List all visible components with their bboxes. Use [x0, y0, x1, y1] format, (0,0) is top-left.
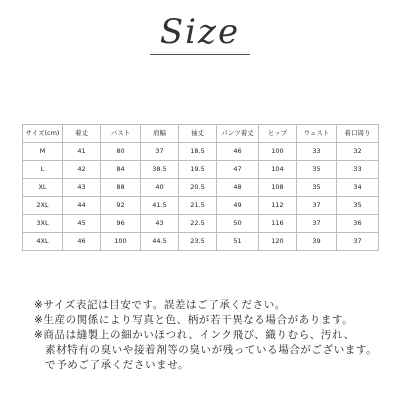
table-row — [23, 161, 379, 179]
table-cell: 49 — [217, 197, 259, 215]
table-cell: 21.5 — [179, 197, 217, 215]
note-line: ※サイズ表記は目安です。誤差はご了承ください。 — [34, 299, 286, 311]
table-cell: XL — [23, 179, 63, 197]
header-cell-shoulder: 肩幅 — [141, 125, 179, 143]
table-cell: 100 — [259, 143, 297, 161]
table-row — [23, 197, 379, 215]
table-cell: 41.5 — [141, 197, 179, 215]
table-cell: 100 — [101, 233, 141, 251]
table-row — [23, 215, 379, 233]
table-cell: 42 — [63, 161, 101, 179]
header-cell-sleeve: 袖丈 — [179, 125, 217, 143]
header-cell-length: 着丈 — [63, 125, 101, 143]
table-cell: 43 — [141, 215, 179, 233]
table-cell: 108 — [259, 179, 297, 197]
table-cell: 35 — [297, 179, 337, 197]
page-title: Size — [159, 12, 241, 52]
table-cell: 39 — [297, 233, 337, 251]
table-cell: 84 — [101, 161, 141, 179]
header-cell-bust: バスト — [101, 125, 141, 143]
table-cell: 18.5 — [179, 143, 217, 161]
table-cell: 37 — [337, 233, 379, 251]
title-underline — [150, 54, 250, 55]
table-cell: 96 — [101, 215, 141, 233]
table-cell: 92 — [101, 197, 141, 215]
table-cell: 22.5 — [179, 215, 217, 233]
table-cell: 120 — [259, 233, 297, 251]
table-cell: 112 — [259, 197, 297, 215]
table-cell: 37 — [297, 197, 337, 215]
table-cell: 44 — [63, 197, 101, 215]
note-line: ※生産の関係により写真と色、柄が若干異なる場合があります。 — [34, 314, 354, 326]
table-cell: 20.5 — [179, 179, 217, 197]
size-table — [22, 124, 379, 251]
table-cell: 41 — [63, 143, 101, 161]
table-cell: 88 — [101, 179, 141, 197]
table-cell: 47 — [217, 161, 259, 179]
header-cell-hem: 着口周り — [337, 125, 379, 143]
table-cell: 116 — [259, 215, 297, 233]
table-header-row — [23, 125, 379, 143]
table-cell: 4XL — [23, 233, 63, 251]
header-cell-size: サイズ(cm) — [23, 125, 63, 143]
table-cell: 2XL — [23, 197, 63, 215]
table-cell: 35 — [337, 197, 379, 215]
table-cell: 3XL — [23, 215, 63, 233]
table-cell: 51 — [217, 233, 259, 251]
notes-section — [34, 298, 378, 373]
table-cell: 38.5 — [141, 161, 179, 179]
table-row — [23, 233, 379, 251]
table-cell: 37 — [141, 143, 179, 161]
table-cell: 50 — [217, 215, 259, 233]
table-cell: 40 — [141, 179, 179, 197]
table-cell: 43 — [63, 179, 101, 197]
note-line: 素材特有の臭いや接着剤等の臭いが残っている場合がございます。 — [34, 344, 378, 356]
header-cell-hip: ヒップ — [259, 125, 297, 143]
table-cell: 48 — [217, 179, 259, 197]
table-cell: L — [23, 161, 63, 179]
table-cell: 23.5 — [179, 233, 217, 251]
table-cell: M — [23, 143, 63, 161]
table-cell: 33 — [337, 161, 379, 179]
table-cell: 19.5 — [179, 161, 217, 179]
table-cell: 45 — [63, 215, 101, 233]
table-cell: 46 — [217, 143, 259, 161]
table-cell: 46 — [63, 233, 101, 251]
table-cell: 33 — [297, 143, 337, 161]
note-line: で予めご了承くださいませ。 — [34, 359, 190, 371]
header-cell-waist: ウェスト — [297, 125, 337, 143]
table-cell: 37 — [297, 215, 337, 233]
table-row — [23, 179, 379, 197]
table-cell: 32 — [337, 143, 379, 161]
note-line: ※商品は縫製上の細かいほつれ、インク飛び、織りむら、汚れ、 — [34, 329, 355, 341]
table-cell: 36 — [337, 215, 379, 233]
table-cell: 35 — [297, 161, 337, 179]
table-cell: 80 — [101, 143, 141, 161]
table-cell: 34 — [337, 179, 379, 197]
table-row — [23, 143, 379, 161]
header-cell-pants-length: パンツ着丈 — [217, 125, 259, 143]
table-cell: 104 — [259, 161, 297, 179]
table-cell: 44.5 — [141, 233, 179, 251]
